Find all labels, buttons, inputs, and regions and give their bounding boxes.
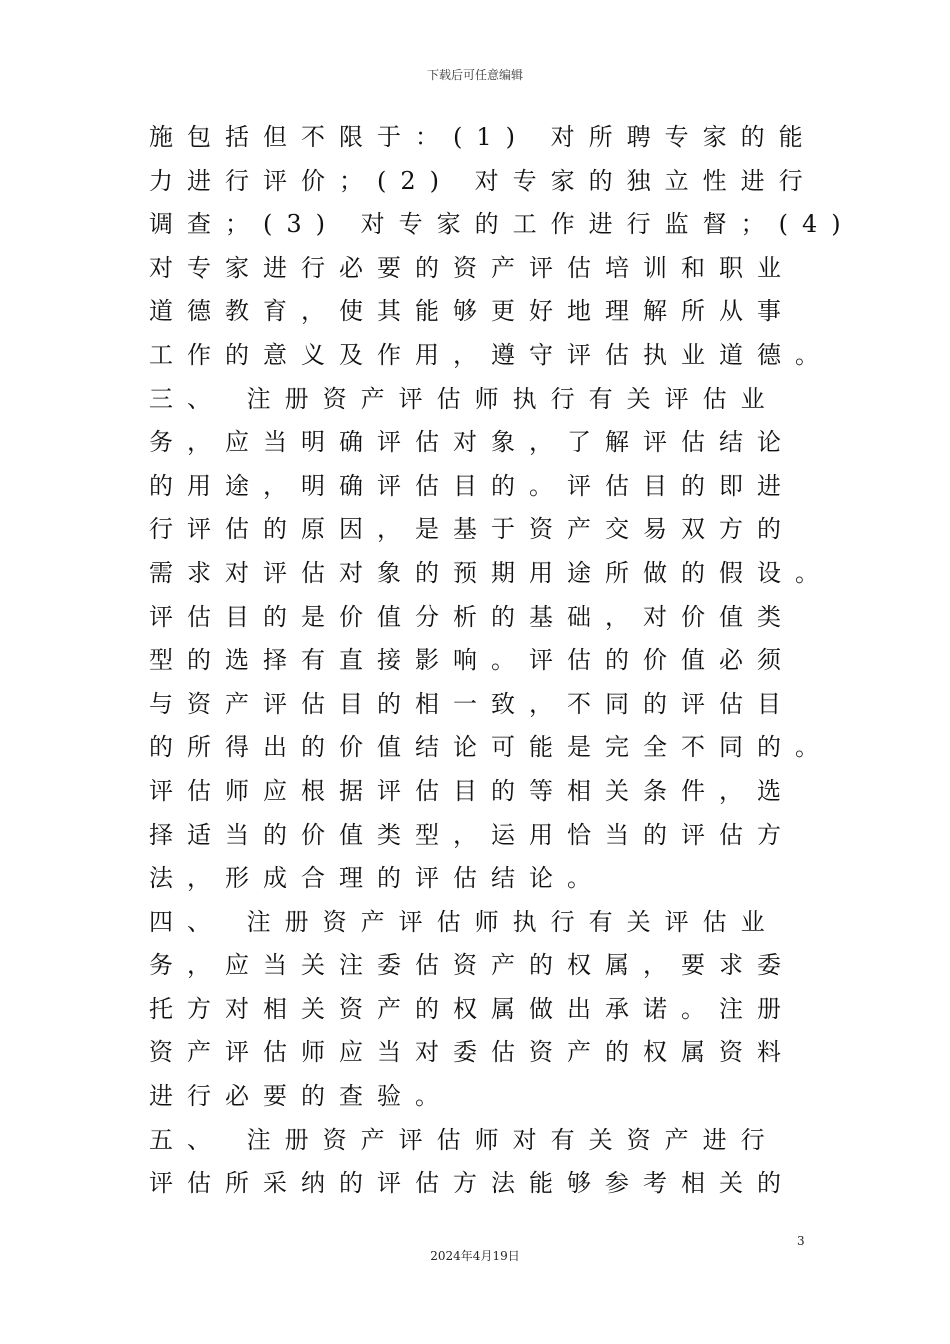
text-line: 工作的意义及作用，遵守评估执业道德。 [149, 340, 833, 369]
text-line: 资产评估师应当对委估资产的权属资料 [149, 1038, 795, 1067]
text-line: 型的选择有直接影响。评估的价值必须 [149, 646, 795, 675]
text-line: 调查；(3) 对专家的工作进行监督；(4) [149, 210, 855, 239]
text-line: 法，形成合理的评估结论。 [149, 864, 605, 893]
page-header: 下载后可任意编辑 [426, 68, 523, 82]
text-line: 进行必要的查验。 [149, 1082, 453, 1111]
text-line: 行评估的原因，是基于资产交易双方的 [149, 515, 795, 544]
text-line: 与资产评估目的相一致，不同的评估目 [149, 689, 795, 718]
section-four-heading-line: 四、 注册资产评估师执行有关评估业 [149, 907, 779, 936]
section-three-heading-line: 三、 注册资产评估师执行有关评估业 [149, 384, 779, 413]
text-line: 施包括但不限于：(1) 对所聘专家的能 [149, 123, 817, 151]
document-body [149, 116, 855, 1206]
text-line: 择适当的价值类型，运用恰当的评估方 [149, 820, 795, 849]
text-line: 托方对相关资产的权属做出承诺。注册 [149, 994, 795, 1023]
page-number: 3 [797, 1234, 805, 1248]
text-line: 需求对评估对象的预期用途所做的假设。 [149, 558, 833, 587]
text-line: 务，应当明确评估对象，了解评估结论 [149, 428, 795, 457]
text-line: 评估所采纳的评估方法能够参考相关的 [149, 1169, 795, 1198]
text-line: 的所得出的价值结论可能是完全不同的。 [149, 733, 833, 762]
text-line: 对专家进行必要的资产评估培训和职业 [149, 253, 795, 282]
text-line: 评估目的是价值分析的基础，对价值类 [149, 602, 795, 631]
page-footer-date: 2024年4月19日 [430, 1249, 520, 1263]
text-line: 务，应当关注委估资产的权属，要求委 [149, 951, 795, 980]
section-five-heading-line: 五、 注册资产评估师对有关资产进行 [149, 1125, 779, 1154]
text-line: 的用途，明确评估目的。评估目的即进 [149, 471, 795, 500]
text-line: 道德教育，使其能够更好地理解所从事 [149, 297, 795, 326]
text-line: 力进行评价；(2) 对专家的独立性进行 [149, 166, 817, 195]
text-line: 评估师应根据评估目的等相关条件，选 [149, 776, 795, 805]
